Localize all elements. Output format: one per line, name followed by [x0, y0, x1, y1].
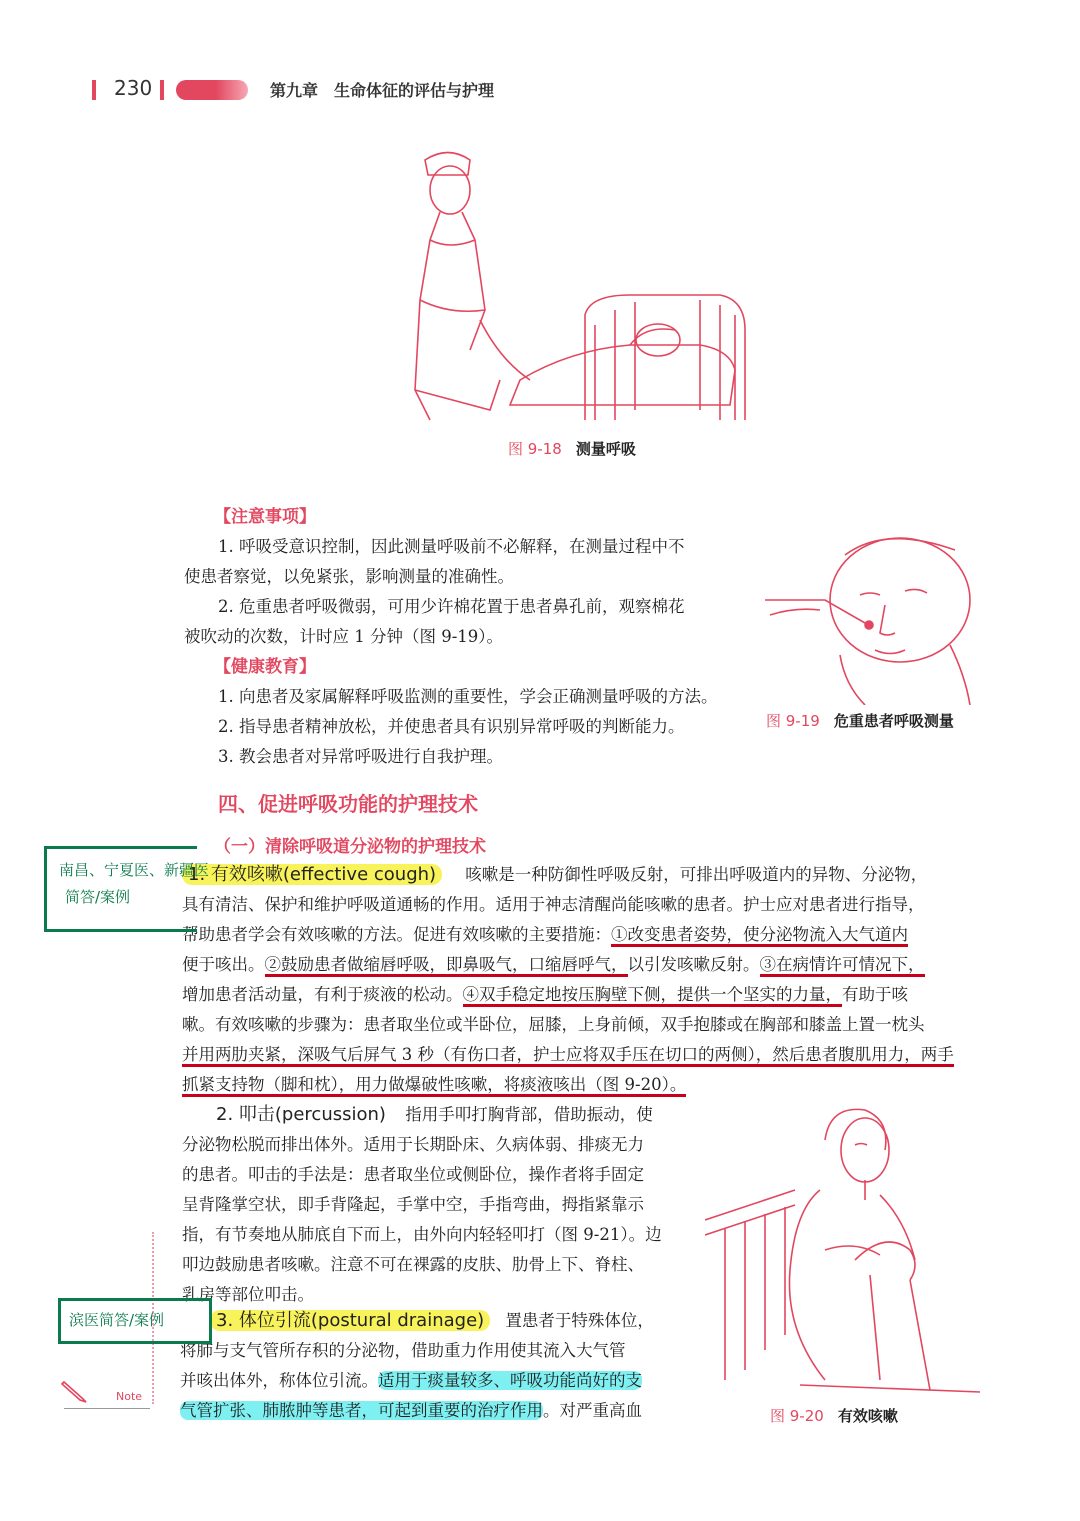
handwritten-question-type: 简答/案例: [65, 888, 131, 906]
underlined-steps-end: 抓紧支持物（脚和枕），用力做爆破性咳嗽，将痰液咳出（图 9-20）。: [182, 1075, 686, 1097]
cough-line-1: [182, 860, 982, 890]
handwritten-note-box-1: [44, 846, 210, 932]
underlined-steps: 并用两肋夹紧，深吸气后屏气 3 秒（有伤口者，护士应将双手压在切口的两侧），然后患者腹肌用力，两手: [182, 1045, 954, 1067]
chapter-title: 第九章 生命体征的评估与护理: [270, 81, 495, 100]
drainage-line-1: [210, 1306, 690, 1336]
cough-line-4: 便于咳出。②鼓励患者做缩唇呼吸，即鼻吸气，口缩唇呼气，以引发咳嗽反射。③在病情许可情况下，: [182, 950, 982, 980]
health-education-item: 1. 向患者及家属解释呼吸监测的重要性，学会正确测量呼吸的方法。: [218, 687, 718, 706]
percussion-paragraph: [182, 1100, 692, 1310]
header-pill: [176, 80, 248, 100]
effective-cough-illustration: [705, 1100, 985, 1395]
underlined-measure-4: ④双手稳定地按压胸壁下侧，提供一个坚实的力量，: [463, 985, 843, 1007]
notes-heading: 【注意事项】: [214, 507, 316, 527]
cough-line-6: 嗽。有效咳嗽的步骤为：患者取坐位或半卧位，屈膝，上身前倾，双手抱膝或在胸部和膝盖上置一枕头: [182, 1015, 925, 1034]
underlined-measure-2: ②鼓励患者做缩唇呼吸，即鼻吸气，口缩唇呼气，: [265, 955, 628, 977]
percussion-line: 叩边鼓励患者咳嗽。注意不可在裸露的皮肤、肋骨上下、脊柱、: [182, 1255, 644, 1274]
notes-section: [184, 502, 754, 772]
underlined-measure-1: ①改变患者姿势，使分泌物流入大气道内: [611, 925, 908, 947]
cough-line-5: 增加患者活动量，有利于痰液的松动。④双手稳定地按压胸壁下侧，提供一个坚实的力量，有助于咳: [182, 980, 982, 1010]
figure-number: 图 9-19: [766, 712, 820, 730]
note-label: Note: [116, 1390, 143, 1403]
page-number: 230: [114, 76, 153, 100]
percussion-line: 指，有节奏地从肺底自下而上，由外向内轻轻叩打（图 9-21）。边: [182, 1225, 662, 1244]
figure-title: 有效咳嗽: [837, 1407, 898, 1425]
handwritten-school-2: 滨医简答/案例: [69, 1311, 165, 1329]
figure-9-18-caption: [508, 438, 636, 459]
notes-line: 1. 呼吸受意识控制，因此测量呼吸前不必解释，在测量过程中不: [218, 537, 685, 556]
cough-line-2: 具有清洁、保护和维护呼吸道通畅的作用。适用于神志清醒尚能咳嗽的患者。护士应对患者进行指导，: [182, 895, 925, 914]
percussion-text: 指用手叩打胸背部，借助振动，使: [405, 1105, 653, 1124]
note-area: [60, 1378, 152, 1412]
section-title: 四、促进呼吸功能的护理技术: [218, 792, 478, 816]
drainage-line-4: 气管扩张、肺脓肿等患者，可起到重要的治疗作用。对严重高血: [180, 1401, 642, 1420]
header-bar-left: [92, 80, 96, 100]
effective-cough-paragraph: [182, 860, 982, 1100]
nurse-measuring-breath-illustration: [400, 140, 760, 430]
health-education-heading: 【健康教育】: [214, 657, 316, 677]
percussion-line: 分泌物松脱而排出体外。适用于长期卧床、久病体弱、排痰无力: [182, 1135, 644, 1154]
drainage-line-3: 并咳出体外，称体位引流。适用于痰量较多、呼吸功能尚好的支: [180, 1371, 642, 1390]
highlighted-indication-end: 气管扩张、肺脓肿等患者，可起到重要的治疗作用: [180, 1401, 543, 1420]
figure-number: 图 9-18: [508, 440, 562, 458]
highlighted-indication: 适用于痰量较多、呼吸功能尚好的支: [378, 1371, 642, 1390]
notes-line: 2. 危重患者呼吸微弱，可用少许棉花置于患者鼻孔前，观察棉花: [218, 597, 685, 616]
handwritten-note-box-2: [58, 1298, 212, 1344]
postural-drainage-paragraph: [180, 1306, 690, 1426]
figure-9-19-caption: [766, 710, 954, 731]
drainage-line-2: 将肺与支气管所存积的分泌物，借助重力作用使其流入大气管: [180, 1341, 626, 1360]
page-header: [92, 76, 612, 106]
percussion-line-1: [216, 1100, 692, 1130]
subsection-title: （一）清除呼吸道分泌物的护理技术: [214, 837, 486, 857]
drainage-text: 置患者于特殊体位，: [505, 1311, 654, 1330]
handwritten-schools: 南昌、宁夏医、新疆医: [59, 861, 210, 879]
percussion-line: 呈背隆掌空状，即手背隆起，手掌中空，手指弯曲，拇指紧靠示: [182, 1195, 644, 1214]
figure-title: 危重患者呼吸测量: [833, 712, 954, 730]
cough-line-7: [182, 1040, 982, 1070]
notes-line: 被吹动的次数，计时应 1 分钟（图 9-19）。: [184, 627, 504, 646]
pencil-icon: [60, 1378, 90, 1408]
figure-title: 测量呼吸: [575, 440, 636, 458]
notes-line: 使患者察觉，以免紧张，影响测量的准确性。: [184, 567, 514, 586]
critical-patient-breath-measurement-illustration: [765, 515, 985, 705]
health-education-item: 2. 指导患者精神放松，并使患者具有识别异常呼吸的判断能力。: [218, 717, 685, 736]
header-bar-mid: [160, 80, 164, 100]
figure-number: 图 9-20: [770, 1407, 824, 1425]
cough-text: 咳嗽是一种防御性呼吸反射，可排出呼吸道内的异物、分泌物，: [465, 865, 928, 884]
drainage-heading: 3. 体位引流(postural drainage): [210, 1310, 490, 1331]
percussion-heading: 2. 叩击(percussion): [216, 1104, 386, 1125]
note-rule: [64, 1408, 150, 1409]
health-education-item: 3. 教会患者对异常呼吸进行自我护理。: [218, 747, 503, 766]
percussion-line: 的患者。叩击的手法是：患者取坐位或侧卧位，操作者将手固定: [182, 1165, 644, 1184]
cough-line-8: [182, 1070, 982, 1100]
percussion-line: 乳房等部位叩击。: [182, 1285, 314, 1304]
cough-heading: 1. 有效咳嗽(effective cough): [182, 864, 442, 885]
underlined-measure-3: ③在病情许可情况下，: [760, 955, 925, 977]
cough-line-3: 帮助患者学会有效咳嗽的方法。促进有效咳嗽的主要措施：①改变患者姿势，使分泌物流入大气道内: [182, 920, 982, 950]
figure-9-20-caption: [770, 1405, 898, 1426]
